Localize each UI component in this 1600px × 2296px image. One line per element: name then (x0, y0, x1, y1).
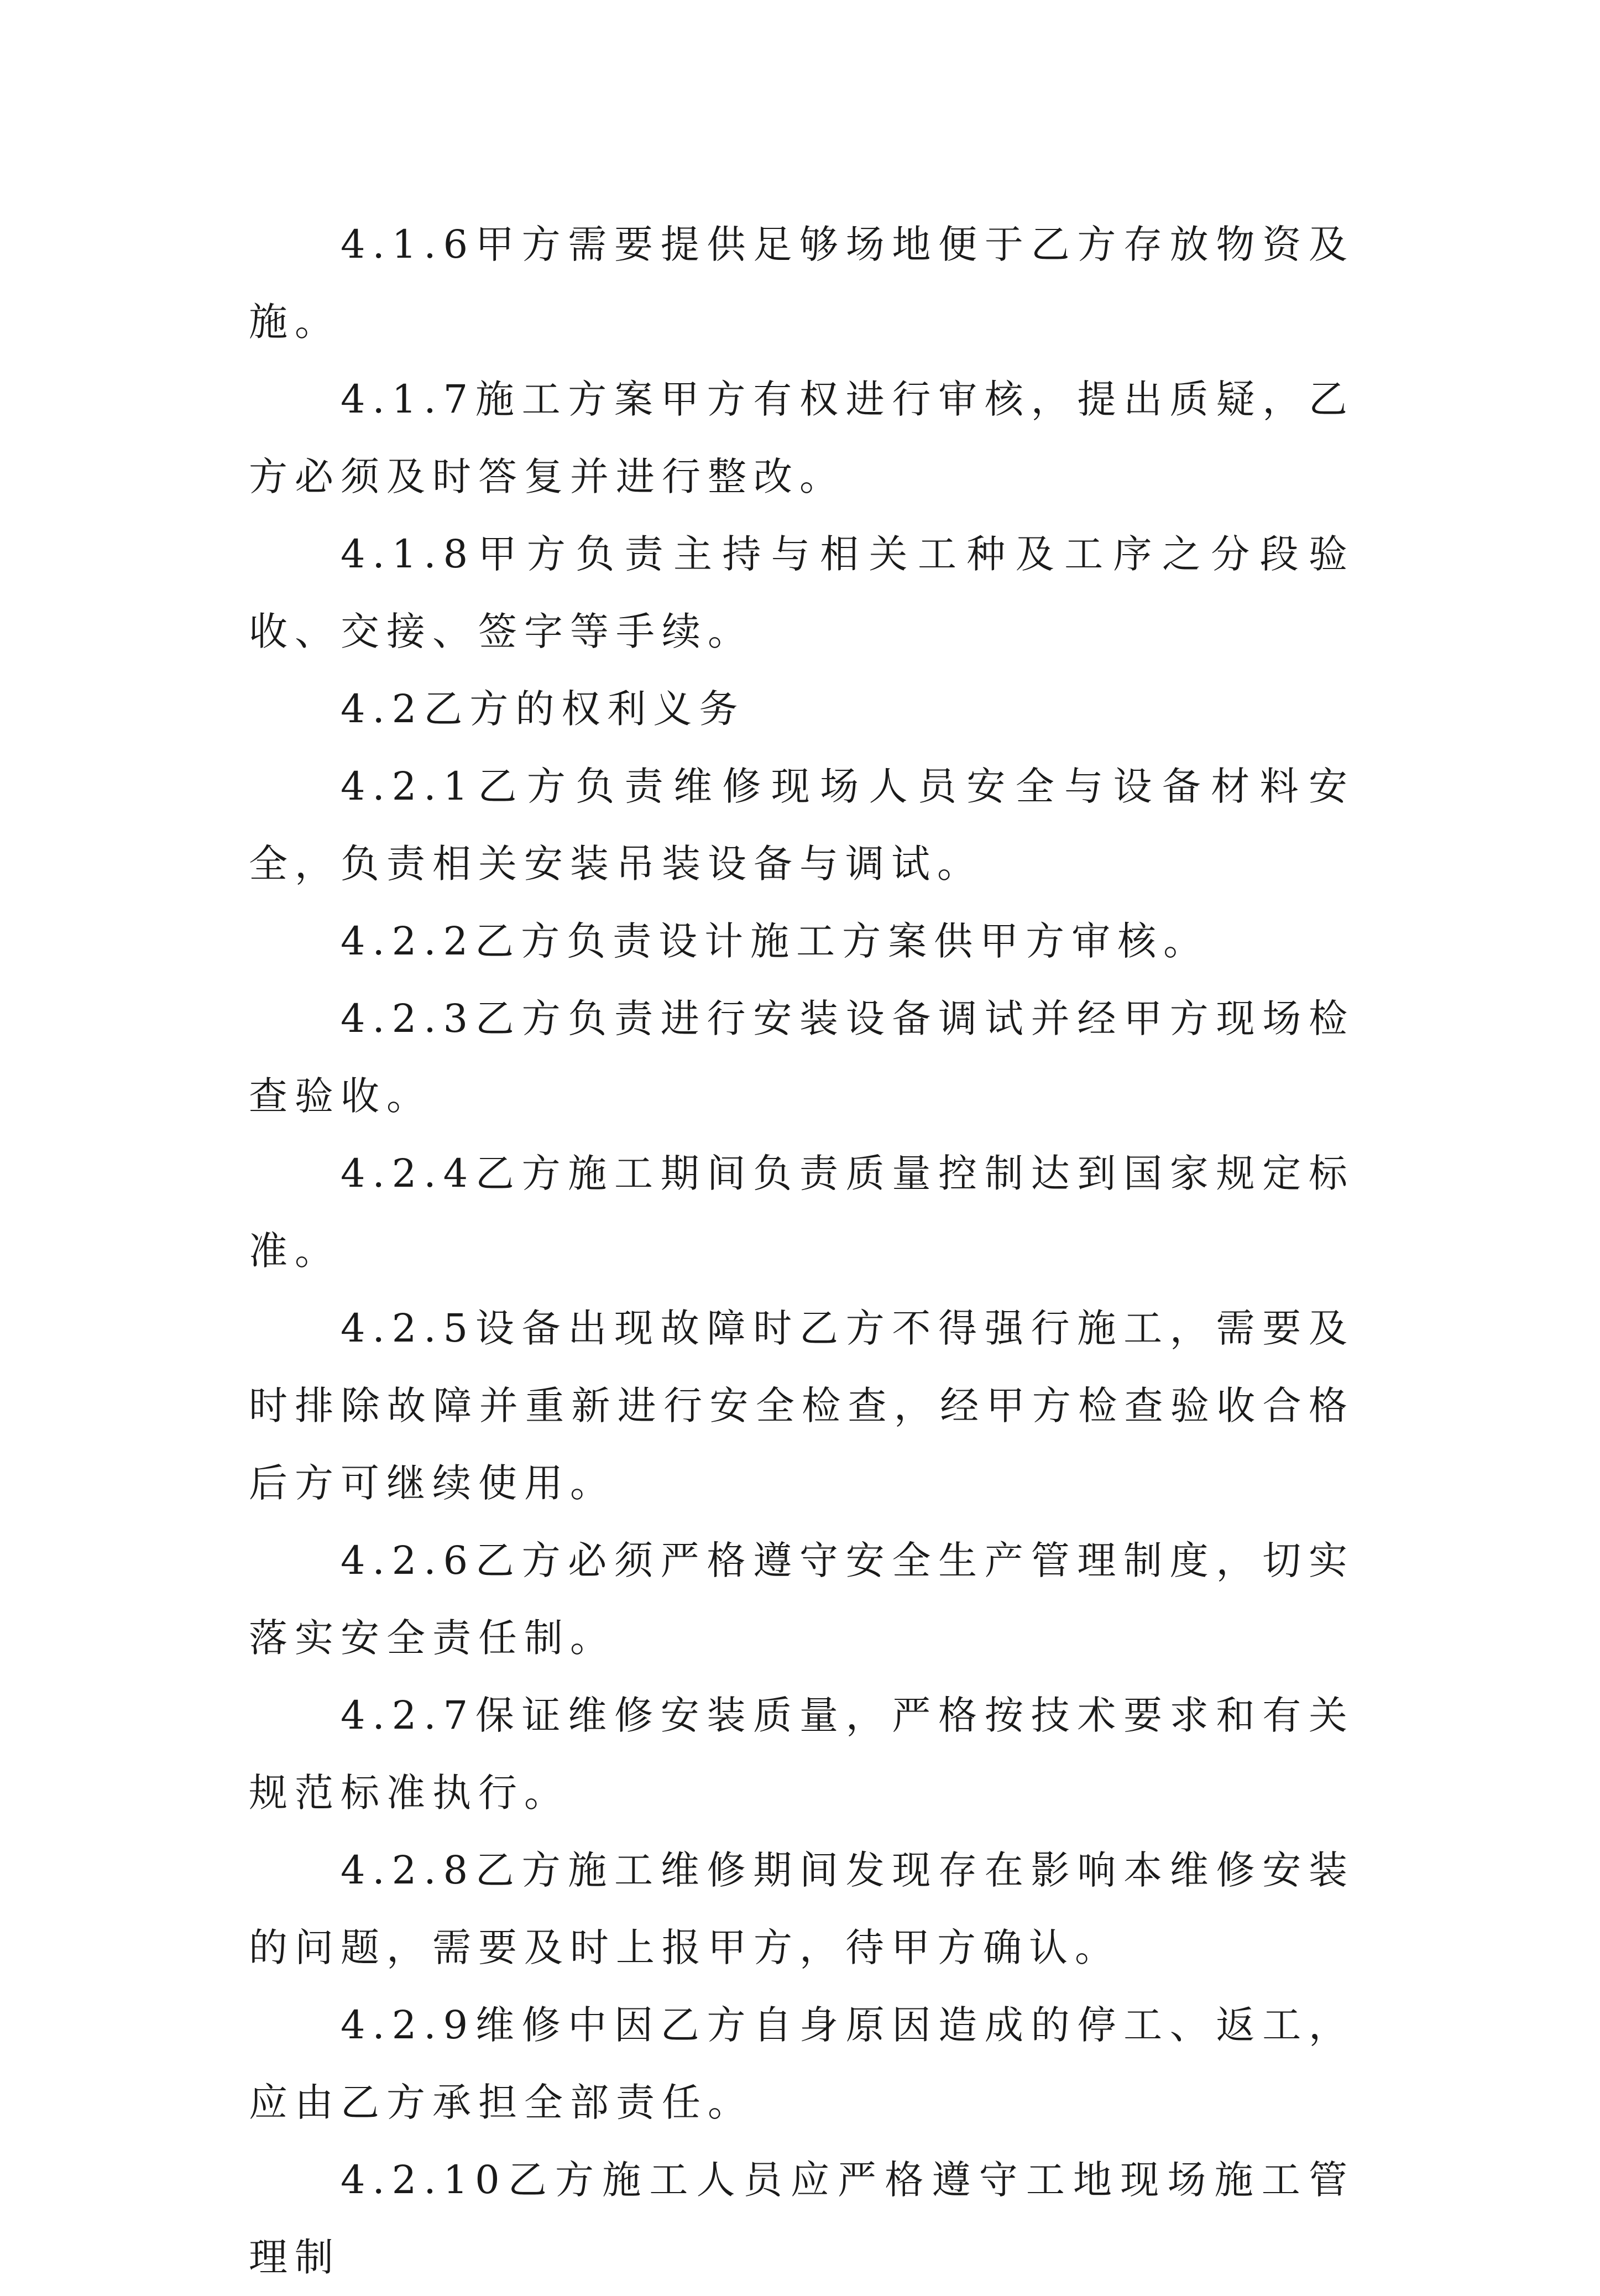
document-body (249, 206, 1355, 2296)
clause-4-2-5: 4.2.5设备出现故障时乙方不得强行施工，需要及时排除故障并重新进行安全检查，经甲方检查验收合格后方可继续使用。 (249, 1306, 1355, 1506)
section-heading-4-2: 4.2乙方的权利义务 (341, 686, 745, 732)
clause-4-2-6: 4.2.6乙方必须严格遵守安全生产管理制度，切实落实安全责任制。 (249, 1538, 1355, 1661)
clause-4-2-2: 4.2.2乙方负责设计施工方案供甲方审核。 (341, 919, 1210, 964)
clause-4-1-8: 4.1.8甲方负责主持与相关工种及工序之分段验收、交接、签字等手续。 (249, 531, 1355, 654)
clause-4-1-7: 4.1.7施工方案甲方有权进行审核，提出质疑，乙方必须及时答复并进行整改。 (249, 377, 1355, 499)
clause-4-2-9: 4.2.9维修中因乙方自身原因造成的停工、返工，应由乙方承担全部责任。 (249, 2002, 1355, 2125)
clause-4-2-3: 4.2.3乙方负责进行安装设备调试并经甲方现场检查验收。 (249, 996, 1355, 1119)
clause-4-2-4: 4.2.4乙方施工期间负责质量控制达到国家规定标准。 (249, 1151, 1355, 1274)
clause-4-2-7: 4.2.7保证维修安装质量，严格按技术要求和有关规范标准执行。 (249, 1693, 1355, 1815)
clause-4-1-6: 4.1.6甲方需要提供足够场地便于乙方存放物资及施。 (249, 222, 1355, 345)
clause-4-2-1: 4.2.1乙方负责维修现场人员安全与设备材料安全，负责相关安装吊装设备与调试。 (249, 764, 1355, 886)
clause-4-2-8: 4.2.8乙方施工维修期间发现存在影响本维修安装的问题，需要及时上报甲方，待甲方确认。 (249, 1848, 1355, 1970)
clause-4-2-10: 4.2.10乙方施工人员应严格遵守工地现场施工管理制 (249, 2157, 1355, 2280)
